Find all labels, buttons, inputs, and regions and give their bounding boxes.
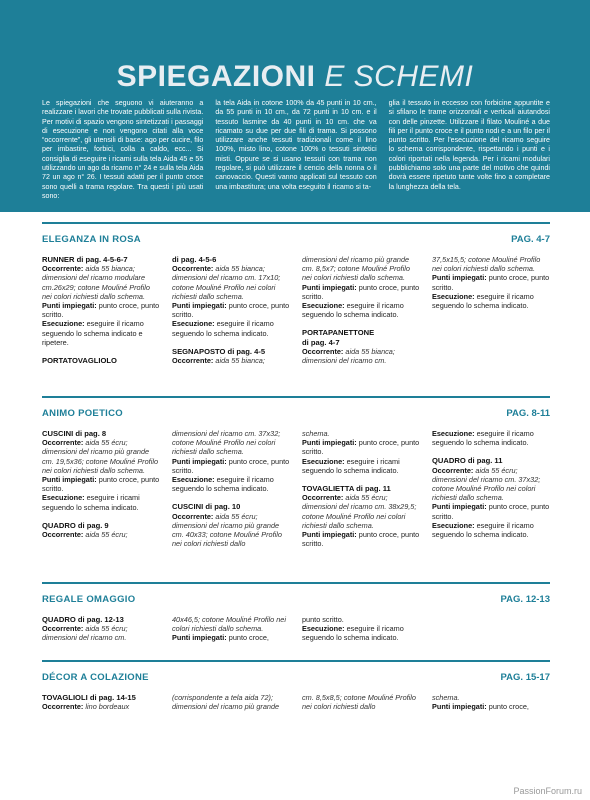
field-text: punto croce, punto scritto.	[432, 273, 550, 292]
field-text: aida 55 écru; dimensioni del ricamo cm. 37x32; cotone Mouliné Profilo nei colori richiesti dallo schema.	[432, 465, 541, 503]
title-italic: E SCHEMI	[324, 60, 474, 93]
intro-column: Le spiegazioni che seguono vi aiuteranno a realizzare i lavori che trovate pubblicati sulla rivista. Per motivi di spazio vengono sintetizzati i passaggi di esecuzione e non vengono citati alla voce “occorrente”, gli utensili di base: ago per cucire, filo per imbastire, forbici, colla a caldo, ecc... Si consiglia di eseguire i ricami sulla tela Aida 45 e 55 utilizzando un ago da ricamo n° 24 e sulla tela Aida 72 un ago n° 26. I tessuti adatti per il punto croce sono quelli a trama regolare. Tra questi i più usati sono:	[42, 99, 204, 200]
text-column	[42, 693, 160, 711]
field-label: Esecuzione:	[302, 456, 347, 466]
field-text: punto croce, punto scritto.	[302, 530, 420, 549]
field-label: Occorrente:	[172, 264, 216, 274]
spacer	[172, 493, 290, 502]
item-heading: PORTATOVAGLIOLO	[42, 356, 117, 366]
field-label: Esecuzione:	[432, 429, 477, 438]
section-regale	[42, 582, 550, 643]
field-label: Punti impiegati:	[172, 456, 229, 466]
field-label: Esecuzione:	[302, 301, 347, 311]
field-text: punto croce, punto scritto.	[302, 282, 420, 301]
field-text: aida 55 écru; dimensioni del ricamo più grande cm. 40x33; cotone Mouliné Profilo nei colori richiesti dallo	[172, 511, 282, 549]
field-text: punto croce, punto scritto.	[42, 475, 160, 494]
field-label: Punti impiegati:	[432, 702, 489, 712]
section-columns	[42, 429, 550, 548]
item-heading: TOVAGLIETTA di pag. 11	[302, 484, 391, 494]
field-text: aida 55 bianca; dimensioni del ricamo modulare cm.26x29; cotone Mouliné Profilo nei colori richiesti dallo schema.	[42, 264, 150, 301]
field-text: eseguire il ricamo seguendo lo schema indicato.	[432, 520, 534, 540]
item-heading: di pag. 4-5-6	[172, 255, 217, 264]
field-text: (corrispondente a tela aida 72); dimensioni del ricamo più grande	[172, 693, 280, 712]
text-column	[42, 255, 160, 365]
field-text: cm. 8,5x8,5; cotone Mouliné Profilo nei colori richiesti dallo	[302, 693, 416, 712]
field-label: Occorrente:	[432, 465, 476, 475]
field-label: Punti impiegati:	[302, 530, 359, 540]
section-eleganza	[42, 222, 550, 365]
field-text: aida 55 écru; dimensioni del ricamo più grande cm. 19,5x36; cotone Mouliné Profilo nei colori richiesti dallo schema.	[42, 438, 159, 475]
field-text: punto croce, punto scritto.	[42, 301, 160, 320]
field-text: 40x46,5; cotone Mouliné Profilo nei colori richiesti dallo schema.	[172, 615, 286, 634]
item-heading: SEGNAPOSTO di pag. 4-5	[172, 346, 266, 356]
field-label: Esecuzione:	[432, 520, 477, 530]
section-title: DÉCOR A COLAZIONE	[42, 672, 149, 683]
field-label: Punti impiegati:	[302, 282, 359, 292]
field-text: dimensioni del ricamo cm. 37x32; cotone Mouliné Profilo nei colori richiesti dallo schema.	[172, 429, 281, 457]
field-label: Esecuzione:	[172, 319, 217, 329]
field-label: Esecuzione:	[172, 475, 217, 485]
text-column	[302, 615, 420, 643]
item-heading: QUADRO di pag. 12-13	[42, 615, 124, 624]
field-label: Occorrente:	[172, 511, 216, 521]
text-column	[172, 255, 290, 365]
text-column	[42, 429, 160, 548]
section-page-ref: PAG. 15-17	[500, 672, 550, 683]
field-label: Occorrente:	[42, 530, 86, 540]
text-column	[432, 429, 550, 548]
field-text: schema.	[302, 429, 330, 438]
field-text: schema.	[432, 693, 460, 702]
field-text: aida 55 bianca;	[215, 356, 265, 366]
field-text: aida 55 écru; dimensioni del ricamo cm. 38x29,5; cotone Mouliné Profilo nei colori richiesti dallo schema.	[302, 493, 417, 530]
intro-column: glia il tessuto in eccesso con forbicine appuntite e si sfilano le trame orizzontali e verticali aiutandosi con delle pinzette. Utilizzare il filato Mouliné a due fili per il punto croce e il punto nodi e a un filo per il punto scritto. Per l'esecuzione del ricamo seguire lo schema corrispondente, rispettando i punti e i colori riportati nella legenda. Per i ricami modulari pubblichiamo solo una parte del motivo che quindi dovrà essere ripetuto tante volte fino a completare la lunghezza della tela.	[388, 99, 550, 191]
field-text: aida 55 écru;	[85, 530, 128, 540]
text-column	[42, 615, 160, 643]
header-banner	[0, 0, 590, 212]
field-text: punto croce, punto scritto.	[432, 502, 550, 521]
field-label: Occorrente:	[302, 346, 346, 356]
field-label: Esecuzione:	[432, 291, 477, 301]
field-text: eseguire il ricamo seguendo lo schema indicato.	[172, 319, 274, 338]
section-animo	[42, 396, 550, 548]
section-columns	[42, 615, 550, 643]
field-label: Punti impiegati:	[172, 301, 229, 311]
field-text: eseguire i ricami seguendo lo schema indicato.	[42, 493, 140, 512]
text-column	[302, 429, 420, 548]
field-text: eseguire il ricamo seguendo lo schema indicato.	[432, 429, 534, 448]
field-text: punto croce, punto scritto.	[302, 438, 420, 457]
item-heading: RUNNER di pag. 4-5-6-7	[42, 255, 128, 264]
field-text: eseguire il ricamo seguendo lo schema indicato.	[172, 475, 274, 494]
field-label: Punti impiegati:	[172, 633, 229, 643]
page-title	[0, 60, 590, 94]
spacer	[172, 338, 290, 347]
text-column	[302, 255, 420, 365]
section-title: REGALE OMAGGIO	[42, 594, 136, 605]
section-title: ANIMO POETICO	[42, 408, 123, 419]
field-label: Punti impiegati:	[42, 475, 99, 485]
field-label: Occorrente:	[42, 624, 86, 634]
field-label: Esecuzione:	[42, 493, 87, 503]
title-main: SPIEGAZIONI	[116, 60, 316, 93]
text-column	[432, 255, 550, 365]
section-header	[42, 582, 550, 605]
field-label: Punti impiegati:	[42, 301, 99, 311]
field-text: lino bordeaux	[85, 702, 130, 712]
field-label: Occorrente:	[42, 264, 86, 274]
section-page-ref: PAG. 12-13	[500, 594, 550, 605]
section-header	[42, 660, 550, 683]
text-column	[432, 693, 550, 711]
field-text: aida 55 bianca; dimensioni del ricamo cm. 17x10; cotone Mouliné Profilo nei colori richiesti dallo schema.	[172, 264, 281, 301]
field-text: eseguire il ricamo seguendo lo schema indicato.	[302, 301, 404, 320]
spacer	[42, 512, 160, 521]
text-column	[172, 615, 290, 643]
section-page-ref: PAG. 4-7	[511, 234, 550, 245]
section-page-ref: PAG. 8-11	[506, 408, 550, 419]
item-heading: CUSCINI di pag. 10	[172, 502, 241, 512]
field-label: Punti impiegati:	[432, 273, 489, 283]
field-label: Punti impiegati:	[432, 502, 489, 512]
item-heading: CUSCINI di pag. 8	[42, 429, 107, 438]
intro-text	[42, 99, 550, 201]
item-heading: PORTAPANETTONE	[302, 328, 375, 338]
field-text: punto croce,	[228, 633, 269, 643]
spacer	[42, 347, 160, 356]
text-column	[302, 693, 420, 711]
field-text: punto croce, punto scritto.	[172, 301, 290, 320]
field-text: eseguire il ricamo seguendo lo schema indicato.	[432, 291, 534, 311]
spacer	[302, 475, 420, 484]
item-heading: TOVAGLIOLI di pag. 14-15	[42, 693, 136, 702]
field-text: punto croce, punto scritto.	[172, 456, 290, 475]
text-column	[172, 693, 290, 711]
item-heading: QUADRO di pag. 11	[432, 456, 503, 466]
section-header	[42, 222, 550, 245]
field-text: eseguire i ricami seguendo lo schema indicato.	[302, 456, 400, 475]
field-text: dimensioni del ricamo più grande cm. 8,5x7; cotone Mouliné Profilo nei colori richiesti dallo schema.	[302, 255, 410, 283]
field-label: Occorrente:	[42, 702, 86, 712]
field-label: Occorrente:	[172, 356, 216, 366]
field-text: aida 55 écru; dimensioni del ricamo cm.	[42, 624, 128, 643]
field-text: aida 55 bianca; dimensioni del ricamo cm.	[302, 346, 395, 366]
field-label: Punti impiegati:	[302, 438, 359, 448]
field-label: Occorrente:	[302, 493, 346, 503]
spacer	[302, 319, 420, 328]
field-label: Esecuzione:	[42, 319, 87, 329]
field-label: Esecuzione:	[302, 624, 347, 634]
intro-column: la tela Aida in cotone 100% da 45 punti in 10 cm., da 55 punti in 10 cm., da 72 punti in 10 cm. e il tessuto lasmine da 40 punti in 10 cm. che va ricamato su due per due fili di trama. Si possono utilizzare anche tessuti tradizionali come il lino 100%, misto lino, cotone 100% o tessuti sintetici misti. Oppure se si usano tessuti con trama non regolare, si può utilizzare il cencio della nonna o il canovaccio. Questi vanno applicati sul tessuto con una imbastitura; una volta eseguito il ricamo si ta-	[215, 99, 377, 191]
section-header	[42, 396, 550, 419]
item-heading: QUADRO di pag. 9	[42, 520, 109, 530]
field-label: Occorrente:	[42, 438, 86, 448]
text-column	[172, 429, 290, 548]
spacer	[432, 447, 550, 456]
section-columns	[42, 255, 550, 365]
field-text: punto scritto.	[302, 615, 344, 624]
watermark-text: PassionForum.ru	[513, 786, 582, 796]
field-text: punto croce,	[488, 702, 529, 712]
section-columns	[42, 693, 550, 711]
item-heading: di pag. 4-7	[302, 337, 340, 347]
section-decor	[42, 660, 550, 711]
field-text: 37,5x15,5; cotone Mouliné Profilo nei colori richiesti dallo schema.	[432, 255, 541, 274]
section-title: ELEGANZA IN ROSA	[42, 234, 141, 245]
field-text: eseguire il ricamo seguendo lo schema indicato e ripetere.	[42, 319, 144, 347]
field-text: eseguire il ricamo seguendo lo schema indicato.	[302, 624, 404, 643]
text-column	[432, 615, 550, 643]
